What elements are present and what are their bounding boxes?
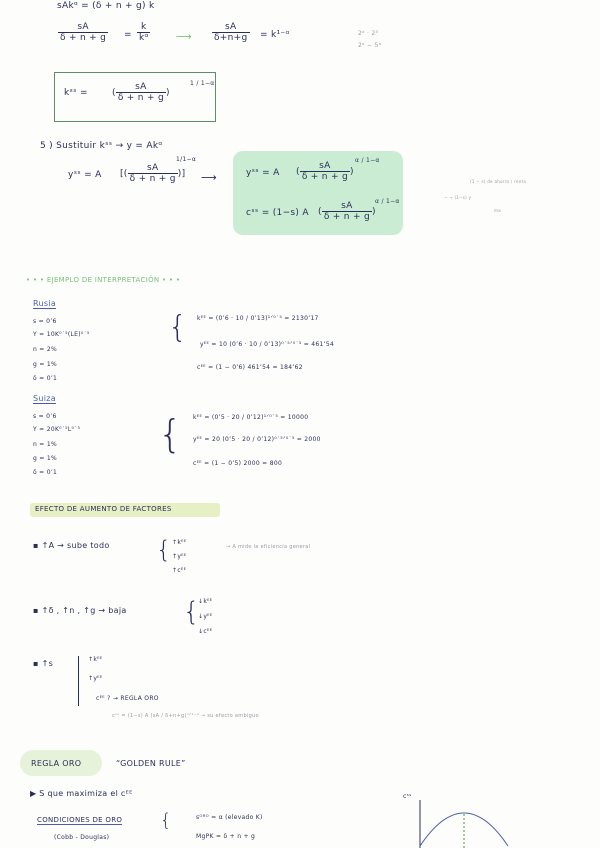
s-k-up: ↑kᴱᴱ <box>88 656 103 663</box>
frac-den: δ + n + g <box>301 172 348 182</box>
yss-box-fraction: ( $\frac{sA}{\delta + n + g}$ ) <box>296 161 354 182</box>
frac-den: δ + n + g <box>117 93 164 103</box>
frac-den: δ+n+g <box>214 33 248 43</box>
a-y-up: ↑yᴱᴱ <box>172 553 187 560</box>
suiza-param: Y = 20K⁰˙⁵L⁰˙⁵ <box>33 426 81 433</box>
bullet-s: ▪ ↑s <box>33 659 54 668</box>
dng-k-down: ↓kᴱᴱ <box>198 598 213 605</box>
efecto-heading: EFECTO DE AUMENTO DE FACTORES <box>35 505 172 513</box>
suiza-param: n = 1% <box>33 441 57 448</box>
rusia-param: δ = 0’1 <box>33 375 58 382</box>
css-box-lhs: cˢˢ = (1−s) A <box>246 208 309 218</box>
k-exponent-rhs: = k¹⁻ᵅ <box>260 30 290 40</box>
dng-c-down: ↓cᴱᴱ <box>198 628 213 635</box>
suiza-k-result: kᴱᴱ = (0’5 · 20 / 0’12)¹ᐟ⁰˙⁵ = 10000 <box>193 414 309 421</box>
top-equation-line: sAkᵅ = (δ + n + g) k <box>57 1 155 11</box>
regla-subtitle: “GOLDEN RULE” <box>116 759 186 768</box>
kss-fraction: ( $\frac{sA}{\delta + n + g}$ ) <box>112 82 170 103</box>
brace: { <box>156 536 172 564</box>
suiza-label: Suiza <box>33 394 56 403</box>
kss-lhs: kˢˢ = <box>64 88 88 98</box>
bullet-a: ▪ ↑A → sube todo <box>33 541 110 550</box>
a-note: → A mide la eficiencia general <box>226 544 311 550</box>
frac-num: k <box>137 22 150 33</box>
step5-title: 5 ) Sustituir kˢˢ → y = Akᵅ <box>40 141 163 151</box>
rusia-c-result: cᴱᴱ = (1 − 0’6) 461’54 = 184’62 <box>197 364 303 371</box>
margin-note-3: ma <box>494 208 501 213</box>
suiza-c-result: cᴱᴱ = (1 − 0’5) 2000 = 800 <box>193 460 283 467</box>
frac-num: sA <box>116 82 166 93</box>
condition-2: MgPK = δ + n + g <box>196 833 256 840</box>
condition-1: sᴼᴿᴼ = α (elevado K) <box>196 814 263 821</box>
dng-y-down: ↓yᴱᴱ <box>198 613 213 620</box>
yss-box-exponent: α / 1−α <box>355 157 380 164</box>
suiza-param: s = 0’6 <box>33 413 57 420</box>
margin-note-1: (1 − s) de ahorro / renta <box>470 179 527 184</box>
css-box-fraction: ( $\frac{sA}{\delta + n + g}$ ) <box>318 201 376 222</box>
s-c-question: cᴱᴱ ? → REGLA ORO <box>96 695 159 702</box>
equals-sign: = <box>124 30 132 40</box>
yss-left-lhs: yˢˢ = A <box>68 170 102 180</box>
css-curve <box>420 813 508 846</box>
frac-den: kᵅ <box>139 33 149 43</box>
suiza-param: δ = 0’1 <box>33 469 58 476</box>
frac-den: δ + n + g <box>60 33 107 43</box>
a-k-up: ↑kᴱᴱ <box>172 539 187 546</box>
rusia-param: n = 2% <box>33 346 57 353</box>
rusia-param: g = 1% <box>33 361 57 368</box>
conditions-sub: (Cobb - Douglas) <box>54 834 110 841</box>
frac-num: sA <box>322 201 372 212</box>
brace: { <box>158 412 183 456</box>
arrow-icon: ⟶ <box>176 30 193 43</box>
kss-exponent: 1 / 1−α <box>190 80 215 87</box>
suiza-param: g = 1% <box>33 455 57 462</box>
side-note-2: 2ᵃ − 5ᵃ <box>358 42 382 49</box>
regla-bullet: ▶ S que maximiza el cᴱᴱ <box>30 789 133 798</box>
rusia-param: s = 0’6 <box>33 318 57 325</box>
arrow-icon: ⟶ <box>201 171 218 184</box>
rusia-k-result: kᴱᴱ = (0’6 · 10 / 0’13)¹ᐟ⁰˙⁵ = 2130’17 <box>197 315 319 322</box>
side-note-1: 2ᵃ · 2³ <box>358 30 379 37</box>
yss-left-fraction: [( $\frac{sA}{\delta + n + g}$ )] <box>120 163 186 184</box>
suiza-y-result: yᴱᴱ = 20 (0’5 · 20 / 0’12)⁰˙⁵ᐟ⁰˙⁵ = 2000 <box>193 436 321 443</box>
example-heading: • • • EJEMPLO DE INTERPRETACIÓN • • • <box>26 276 181 284</box>
frac-num: sA <box>58 22 108 33</box>
plot-css-label: cˢˢ <box>403 793 412 800</box>
frac-num: sA <box>128 163 178 174</box>
frac-num: sA <box>212 22 250 33</box>
s-c-note: cˢˢ = (1−s) A (sA / δ+n+g)ᵅᐟ¹⁻ᵅ → su efecto ambiguo <box>112 713 259 719</box>
frac-den: δ + n + g <box>323 212 370 222</box>
conditions-label: CONDICIONES DE ORO <box>37 816 123 824</box>
frac-den: δ + n + g <box>129 174 176 184</box>
regla-heading: REGLA ORO <box>31 759 82 768</box>
rusia-label: Rusia <box>33 299 57 308</box>
frac-num: sA <box>300 161 350 172</box>
yss-left-exponent: 1/1−α <box>176 156 197 163</box>
brace: { <box>183 597 200 627</box>
bullet-delta-n-g: ▪ ↑δ , ↑n , ↑g → baja <box>33 606 127 615</box>
brace: { <box>160 810 172 831</box>
rusia-param: Y = 10K⁰˙⁵(LE)⁰˙⁵ <box>33 331 90 338</box>
yss-box-lhs: yˢˢ = A <box>246 168 280 178</box>
brace: { <box>168 310 188 345</box>
css-box-exponent: α / 1−α <box>375 198 400 205</box>
margin-note-2: − → (1−s) y <box>444 195 472 200</box>
rusia-y-result: yᴱᴱ = 10 (0’6 · 10 / 0’13)⁰˙⁵ᐟ⁰˙⁵ = 461’54 <box>200 341 335 348</box>
s-y-up: ↑yᴱᴱ <box>88 675 103 682</box>
a-c-up: ↑cᴱᴱ <box>172 567 187 574</box>
